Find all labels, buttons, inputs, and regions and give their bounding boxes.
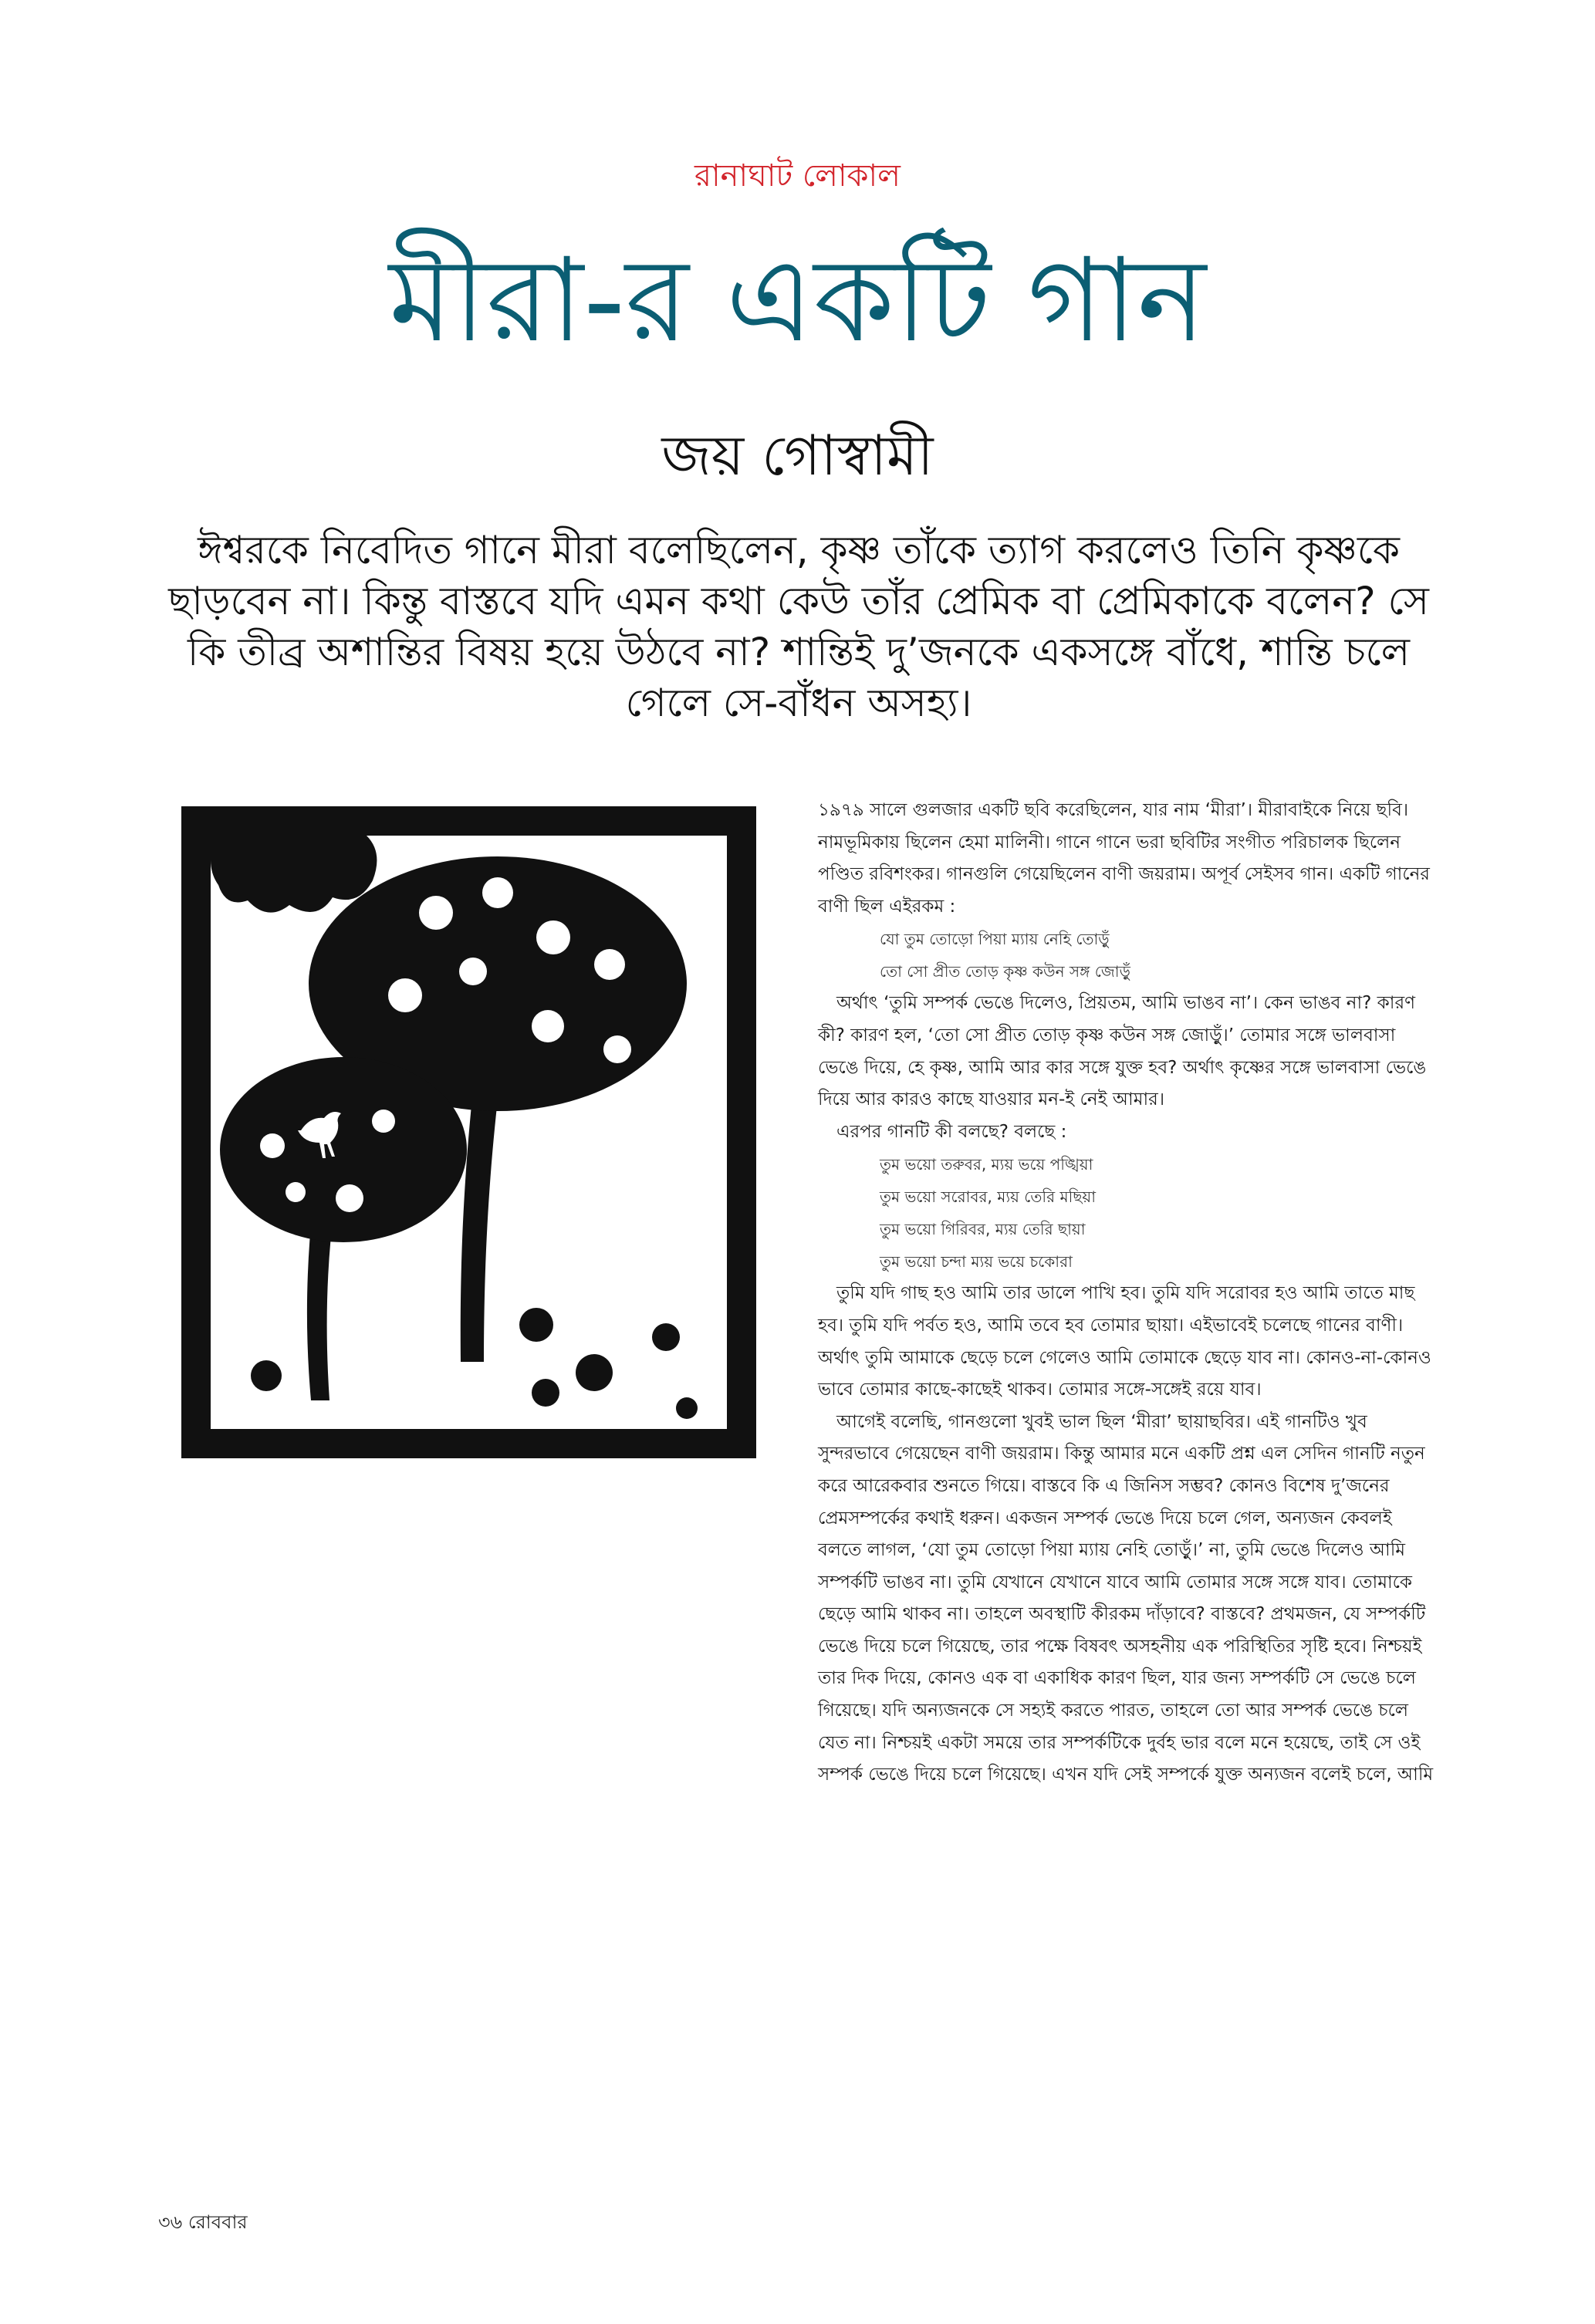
- verse-line: তো সো প্রীত তোড় কৃষ্ণ কউন সঙ্গ জোড়ুঁ: [880, 962, 1130, 981]
- article-body: [818, 795, 1435, 1792]
- verse-line: তুম ভয়ো গিরিবর, ম্যয় তেরি ছায়া: [880, 1220, 1086, 1239]
- body-paragraph: আগেই বলেছি, গানগুলো খুবই ভাল ছিল ‘মীরা’ ছায়াছবির। এই গানটিও খুব সুন্দরভাবে গেয়েছেন বাণী জয়রাম। কিন্তু আমার মনে একটি প্রশ্ন এল সেদিন গানটি নতুন করে আরেকবার শুনতে গিয়ে। বাস্তবে কি এ জিনিস সম্ভব? কোনও বিশেষ দু’জনের প্রেমসম্পর্কের কথাই ধরুন। একজন সম্পর্ক ভেঙে দিয়ে চলে গেল, অন্যজন কেবলই বলতে লাগল, ‘যো তুম তোড়ো পিয়া ম্যায় নেহি তোড়ুঁ।’ না, তুমি ভেঙে দিলেও আমি সম্পর্কটি ভাঙব না। তুমি যেখানে যেখানে যাবে আমি তোমার সঙ্গে সঙ্গে যাব। তোমাকে ছেড়ে আমি থাকব না। তাহলে অবস্থাটি কীরকম দাঁড়াবে? বাস্তবে? প্রথমজন, যে সম্পর্কটি ভেঙে দিয়ে চলে গিয়েছে, তার পক্ষে বিষবৎ অসহনীয় এক পরিস্থিতির সৃষ্টি হবে। নিশ্চয়ই তার দিক দিয়ে, কোনও এক বা একাধিক কারণ ছিল, যার জন্য সম্পর্কটি সে ভেঙে চলে গিয়েছে। যদি অন্যজনকে সে সহ্যই করতে পারত, তাহলে তো আর সম্পর্ক ভেঙে চলে যেত না। নিশ্চয়ই একটা সময়ে তার সম্পর্কটিকে দুর্বহ ভার বলে মনে হয়েছে, তাই সে ওই সম্পর্ক ভেঙে দিয়ে চলে গিয়েছে। এখন যদি সেই সম্পর্কে যুক্ত অন্যজন বলেই চলে, আমি: [818, 1411, 1434, 1785]
- page-folio: ৩৬ রোববার: [158, 2211, 248, 2233]
- verse-line: তুম ভয়ো সরোবর, ম্যয় তেরি মছিয়া: [880, 1187, 1097, 1207]
- body-paragraph: ১৯৭৯ সালে গুলজার একটি ছবি করেছিলেন, যার নাম ‘মীরা’। মীরাবাইকে নিয়ে ছবি। নামভূমিকায় ছিলেন হেমা মালিনী। গানে গানে ভরা ছবিটির সংগীত পরিচালক ছিলেন পণ্ডিত রবিশংকর। গানগুলি গেয়েছিলেন বাণী জয়রাম। অপূর্ব সেইসব গান। একটি গানের বাণী ছিল এইরকম :: [818, 800, 1430, 917]
- body-paragraph: অর্থাৎ ‘তুমি সম্পর্ক ভেঙে দিলেও, প্রিয়তম, আমি ভাঙব না’। কেন ভাঙব না? কারণ কী? কারণ হল, ‘তো সো প্রীত তোড় কৃষ্ণ কউন সঙ্গ জোড়ুঁ।’ তোমার সঙ্গে ভালবাসা ভেঙে দিয়ে, হে কৃষ্ণ, আমি আর কার সঙ্গে যুক্ত হব? অর্থাৎ কৃষ্ণের সঙ্গে ভালবাসা ভেঙে দিয়ে আর কারও কাছে যাওয়ার মন-ই নেই আমার।: [818, 993, 1427, 1110]
- body-paragraph: এরপর গানটি কী বলছে? বলছে :: [836, 1121, 1067, 1142]
- verse-line: তুম ভয়ো চন্দা ম্যয় ভয়ে চকোরা: [880, 1252, 1073, 1272]
- tree-illustration: [181, 806, 756, 1458]
- standfirst: ঈশ্বরকে নিবেদিত গানে মীরা বলেছিলেন, কৃষ্ণ তাঁকে ত্যাগ করলেও তিনি কৃষ্ণকে ছাড়বেন না। কিন্তু বাস্তবে যদি এমন কথা কেউ তাঁর প্রেমিক বা প্রেমিকাকে বলেন? সে কি তীব্র অশান্তির বিষয় হয়ে উঠবে না? শান্তিই দু’জনকে একসঙ্গে বাঁধে, শান্তি চলে গেলে সে-বাঁধন অসহ্য।: [168, 528, 1429, 725]
- body-paragraph: তুমি যদি গাছ হও আমি তার ডালে পাখি হব। তুমি যদি সরোবর হও আমি তাতে মাছ হব। তুমি যদি পর্বত হও, আমি তবে হব তোমার ছায়া। এইভাবেই চলেছে গানের বাণী। অর্থাৎ তুমি আমাকে ছেড়ে চলে গেলেও আমি তোমাকে ছেড়ে যাব না। কোনও-না-কোনও ভাবে তোমার কাছে-কাছেই থাকব। তোমার সঙ্গে-সঙ্গেই রয়ে যাব।: [818, 1283, 1431, 1400]
- article-title: মীরা-র একটি গান: [388, 234, 1207, 368]
- section-kicker: রানাঘাট লোকাল: [694, 158, 901, 194]
- verse-line: তুম ভয়ো তরুবর, ম্যয় ভয়ে পঙ্খিয়া: [880, 1155, 1093, 1174]
- verse-line: যো তুম তোড়ো পিয়া ম্যায় নেহি তোড়ুঁ: [880, 930, 1110, 949]
- author-byline: জয় গোস্বামী: [661, 423, 934, 488]
